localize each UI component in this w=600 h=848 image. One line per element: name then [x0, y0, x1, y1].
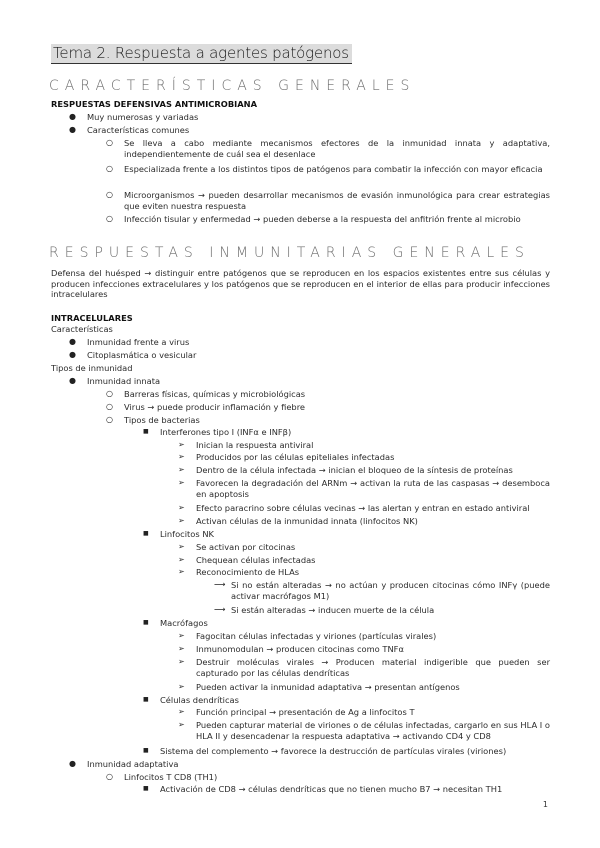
arrow-bullet-icon: ➢	[178, 707, 185, 716]
list-item: Se activan por citocinas	[196, 542, 296, 552]
list-item: Linfocitos T CD8 (TH1)	[124, 772, 218, 782]
bullet-icon: ●	[69, 376, 76, 385]
paragraph: Defensa del huésped → distinguir entre patógenos que se reproducen en los espacios existentes entre sus células y producen infecciones extracelulares y los patógenos que se reproducen en el interior de ellas para producir infecciones intracelulares	[51, 268, 550, 299]
arrow-bullet-icon: ➢	[178, 465, 185, 474]
square-bullet-icon: ■	[143, 619, 149, 626]
arrow-bullet-icon: ➢	[178, 503, 185, 512]
arrow-bullet-icon: ➢	[178, 555, 185, 564]
arrow-bullet-icon: ➢	[178, 657, 185, 666]
list-item: Si no están alteradas → no actúan y producen citocinas cómo INFγ (puede activar macrófagos M1)	[231, 580, 550, 601]
list-item: Activan células de la inmunidad innata (linfocitos NK)	[196, 516, 418, 526]
bullet-icon: ●	[69, 125, 76, 134]
list-item: Se lleva a cabo mediante mecanismos efectores de la inmunidad innata y adaptativa, independientemente de cuál sea el desenlace	[124, 138, 550, 159]
circle-bullet-icon: ○	[106, 164, 113, 173]
list-item: Destruir moléculas virales → Producen material indigerible que pueden ser capturado por las células dendríticas	[196, 657, 550, 678]
list-item: Características comunes	[87, 125, 190, 135]
subheading-respuestas-defensivas: RESPUESTAS DEFENSIVAS ANTIMICROBIANA	[51, 99, 258, 109]
square-bullet-icon: ■	[143, 428, 149, 435]
circle-bullet-icon: ○	[106, 772, 113, 781]
section-heading-respuestas-inmunitarias: RESPUESTAS INMUNITARIAS GENERALES	[49, 245, 530, 261]
document-title: Tema 2. Respuesta a agentes patógenos	[51, 43, 352, 62]
circle-bullet-icon: ○	[106, 138, 113, 147]
list-item: Reconocimiento de HLAs	[196, 567, 300, 577]
list-item: Inmunomodulan → producen citocinas como TNFα	[196, 644, 404, 654]
list-item: Efecto paracrino sobre células vecinas → las alertan y entran en estado antiviral	[196, 503, 530, 513]
list-item: Citoplasmática o vesicular	[87, 350, 197, 360]
list-item: Inmunidad innata	[87, 376, 161, 386]
bullet-icon: ●	[69, 337, 76, 346]
bullet-icon: ●	[69, 350, 76, 359]
list-item: Muy numerosas y variadas	[87, 112, 199, 122]
list-item: Dentro de la célula infectada → inician el bloqueo de la síntesis de proteínas	[196, 465, 513, 475]
list-item: Activación de CD8 → células dendríticas que no tienen mucho B7 → necesitan TH1	[160, 784, 503, 794]
circle-bullet-icon: ○	[106, 415, 113, 424]
list-item: Inmunidad frente a virus	[87, 337, 190, 347]
arrow-bullet-icon: ➢	[178, 644, 185, 653]
list-item: Tipos de bacterias	[124, 415, 200, 425]
arrow-bullet-icon: ➢	[178, 478, 185, 487]
bullet-icon: ●	[69, 112, 76, 121]
list-item: Función principal → presentación de Ag a linfocitos T	[196, 707, 415, 717]
arrow-bullet-icon: ➢	[178, 631, 185, 640]
list-item: Favorecen la degradación del ARNm → activan la ruta de las caspasas → desemboca en apoptosis	[196, 478, 550, 499]
arrow-bullet-icon: ➢	[178, 567, 185, 576]
label-caracteristicas: Características	[51, 324, 113, 334]
arrow-bullet-icon: ➢	[178, 542, 185, 551]
arrow-bullet-icon: ➢	[178, 682, 185, 691]
arrow-bullet-icon: ➢	[178, 452, 185, 461]
circle-bullet-icon: ○	[106, 214, 113, 223]
square-bullet-icon: ■	[143, 747, 149, 754]
list-item: Interferones tipo I (INFα e INFβ)	[160, 427, 292, 437]
list-item: Sistema del complemento → favorece la destrucción de partículas virales (viriones)	[160, 746, 507, 756]
list-item: Pueden capturar material de viriones o de células infectadas, cargarlo en sus HLA I o HLA II y desencadenar la respuesta adaptativa → activando CD4 y CD8	[196, 720, 550, 741]
list-item: Microorganismos → pueden desarrollar mecanismos de evasión inmunológica para crear estrategias que eviten nuestra respuesta	[124, 190, 550, 211]
list-item: Virus → puede producir inflamación y fiebre	[124, 402, 306, 412]
section-heading-caracteristicas: CARACTERÍSTICAS GENERALES	[49, 78, 416, 94]
list-item: Inmunidad adaptativa	[87, 759, 179, 769]
list-item: Linfocitos NK	[160, 529, 214, 539]
circle-bullet-icon: ○	[106, 389, 113, 398]
list-item: Infección tisular y enfermedad → pueden deberse a la respuesta del anfitrión frente al microbio	[124, 214, 521, 224]
square-bullet-icon: ■	[143, 696, 149, 703]
long-arrow-bullet-icon: ⟶	[214, 605, 226, 614]
long-arrow-bullet-icon: ⟶	[214, 580, 226, 589]
circle-bullet-icon: ○	[106, 190, 113, 199]
list-item: Pueden activar la inmunidad adaptativa → presentan antígenos	[196, 682, 460, 692]
list-item: Macrófagos	[160, 618, 208, 628]
label-tipos-inmunidad: Tipos de inmunidad	[51, 363, 133, 373]
list-item: Producidos por las células epiteliales infectadas	[196, 452, 395, 462]
list-item: Inician la respuesta antiviral	[196, 440, 314, 450]
circle-bullet-icon: ○	[106, 402, 113, 411]
list-item: Si están alteradas → inducen muerte de la célula	[231, 605, 435, 615]
list-item: Especializada frente a los distintos tipos de patógenos para combatir la infección con mayor eficacia	[124, 164, 543, 174]
square-bullet-icon: ■	[143, 785, 149, 792]
arrow-bullet-icon: ➢	[178, 440, 185, 449]
square-bullet-icon: ■	[143, 530, 149, 537]
arrow-bullet-icon: ➢	[178, 720, 185, 729]
bullet-icon: ●	[69, 759, 76, 768]
list-item: Fagocitan células infectadas y viriones (partículas virales)	[196, 631, 437, 641]
list-item: Chequean células infectadas	[196, 555, 316, 565]
arrow-bullet-icon: ➢	[178, 516, 185, 525]
page-number: 1	[542, 800, 548, 809]
subheading-intracelulares: INTRACELULARES	[51, 313, 133, 323]
list-item: Barreras físicas, químicas y microbiológicas	[124, 389, 306, 399]
list-item: Células dendríticas	[160, 695, 239, 705]
